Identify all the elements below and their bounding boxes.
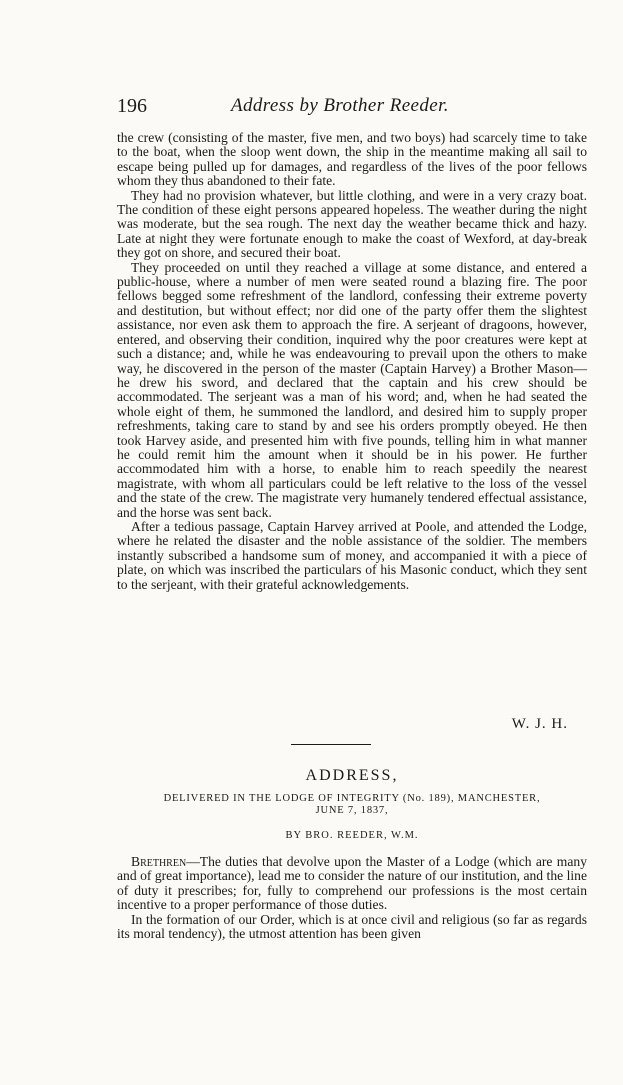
delivery-date: JUNE 7, 1837, xyxy=(315,805,389,816)
running-title: Address by Brother Reeder. xyxy=(231,95,449,116)
address-text xyxy=(117,855,587,941)
paragraph: After a tedious passage, Captain Harvey arrived at Poole, and attended the Lodge, where he related the disaster and the noble assistance of the soldier. The members instantly subscribed a handsome sum of money, and accompanied it with a piece of plate, on which was inscribed the particulars of his Masonic conduct, which they sent to the serjeant, with their grateful acknowledgements. xyxy=(117,518,587,592)
paragraph: They proceeded on until they reached a village at some distance, and entered a public-house, where a number of men were seated round a blazing fire. The poor fellows begged some refreshment of the landlord, confessing their extreme poverty and destitution, but without effect; nor did one of the party offer them the slightest assistance, nor even ask them to approach the fire. A serjeant of dragoons, however, entered, and observing their condition, inquired why the poor creatures were kept at such a distance; and, while he was endeavouring to prevail upon the others to make way, he discovered in the person of the master (Captain Harvey) a Brother Mason—he drew his sword, and declared that the captain and his crew should be accommodated. The serjeant was a man of his word; and, when he had seated the whole eight of them, he summoned the landlord, and desired him to supply proper refreshments, taking care to stand by and see his orders promptly obeyed. He then took Harvey aside, and presented him with five pounds, telling him in what manner he could remit him the amount when it should be in his power. He further accommodated him with a horse, to enable him to reach speedily the nearest magistrate, with whom all particulars could be left relative to the loss of the vessel and the state of the crew. The magistrate very humanely tendered effectual assistance, and the horse was sent back. xyxy=(117,259,587,520)
story-text xyxy=(117,131,587,592)
paragraph: They had no provision whatever, but little clothing, and were in a very crazy boat. The condition of these eight persons appeared hopeless. The weather during the night was moderate, but the sea rough. The next day the weather became thick and hazy. Late at night they were fortunate enough to make the coast of Wexford, at day-break they got on shore, and secured their boat. xyxy=(117,187,587,261)
page-number: 196 xyxy=(117,95,147,117)
section-divider xyxy=(291,744,371,745)
paragraph-text: —The duties that devolve upon the Master of a Lodge (which are many and of great importance), lead me to consider the nature of our institution, and the line of duty it prescribes; for, fully to comprehend our professions is the most certain incentive to a proper performance of those duties. xyxy=(117,854,587,913)
delivery-line: DELIVERED IN THE LODGE OF INTEGRITY (No. 189), MANCHESTER, xyxy=(163,793,541,804)
paragraph xyxy=(117,855,587,913)
paragraph: In the formation of our Order, which is at once civil and religious (so far as regards its moral tendency), the utmost attention has been given xyxy=(117,911,587,942)
author-byline: BY BRO. REEDER, W.M. xyxy=(285,830,419,841)
salutation: Brethren xyxy=(131,854,187,869)
address-title: ADDRESS, xyxy=(305,767,399,784)
author-signature: W. J. H. xyxy=(511,716,568,732)
paragraph: the crew (consisting of the master, five men, and two boys) had scarcely time to take to the boat, when the sloop went down, the ship in the meantime making all sail to escape being pulled up for damages, and regardless of the lives of the poor fellows whom they thus abandoned to their fate. xyxy=(117,130,587,189)
delivery-note xyxy=(117,793,587,817)
page-header xyxy=(117,95,587,123)
